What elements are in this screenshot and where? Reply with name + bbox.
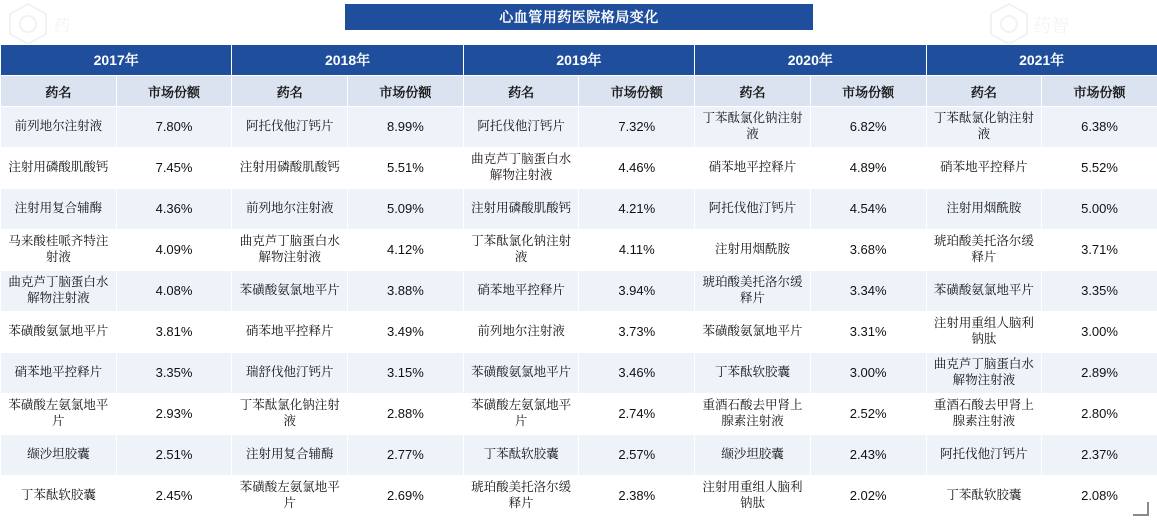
cell-name: 苯磺酸左氨氯地平片 xyxy=(463,394,579,435)
cell-name: 注射用复合辅酶 xyxy=(232,435,348,476)
year-header-2018: 2018年 xyxy=(232,45,463,76)
cell-name: 注射用重组人脑利钠肽 xyxy=(695,476,811,517)
col-header-name-2017: 药名 xyxy=(1,76,117,107)
cell-share: 2.51% xyxy=(116,435,232,476)
table-row xyxy=(1,189,1157,230)
cell-share: 3.73% xyxy=(579,312,695,353)
cell-name: 注射用重组人脑利钠肽 xyxy=(926,312,1042,353)
cell-share: 2.38% xyxy=(579,476,695,517)
cell-share: 3.15% xyxy=(348,353,464,394)
cell-share: 3.00% xyxy=(1042,312,1157,353)
col-header-share-2020: 市场份额 xyxy=(810,76,926,107)
cell-share: 4.11% xyxy=(579,230,695,271)
cell-share: 3.34% xyxy=(810,271,926,312)
cell-share: 4.12% xyxy=(348,230,464,271)
cell-name: 注射用磷酸肌酸钙 xyxy=(463,189,579,230)
cell-share: 2.69% xyxy=(348,476,464,517)
cell-name: 硝苯地平控释片 xyxy=(463,271,579,312)
cell-share: 5.09% xyxy=(348,189,464,230)
cell-share: 7.80% xyxy=(116,107,232,148)
cell-name: 缬沙坦胶囊 xyxy=(1,435,117,476)
cell-name: 阿托伐他汀钙片 xyxy=(232,107,348,148)
cell-share: 4.09% xyxy=(116,230,232,271)
cell-share: 2.93% xyxy=(116,394,232,435)
cell-name: 苯磺酸氨氯地平片 xyxy=(463,353,579,394)
cell-name: 瑞舒伐他汀钙片 xyxy=(232,353,348,394)
col-header-share-2017: 市场份额 xyxy=(116,76,232,107)
cell-share: 2.77% xyxy=(348,435,464,476)
cell-name: 琥珀酸美托洛尔缓释片 xyxy=(926,230,1042,271)
cell-share: 3.35% xyxy=(116,353,232,394)
cell-name: 丁苯酞软胶囊 xyxy=(463,435,579,476)
cell-share: 2.88% xyxy=(348,394,464,435)
cell-name: 缬沙坦胶囊 xyxy=(695,435,811,476)
cell-share: 2.43% xyxy=(810,435,926,476)
cell-name: 苯磺酸氨氯地平片 xyxy=(1,312,117,353)
year-header-2019: 2019年 xyxy=(463,45,694,76)
col-header-share-2021: 市场份额 xyxy=(1042,76,1157,107)
cell-name: 丁苯酞软胶囊 xyxy=(926,476,1042,517)
cell-name: 丁苯酞氯化钠注射液 xyxy=(926,107,1042,148)
cell-share: 2.08% xyxy=(1042,476,1157,517)
cell-name: 苯磺酸左氨氯地平片 xyxy=(1,394,117,435)
cell-name: 注射用烟酰胺 xyxy=(695,230,811,271)
cell-share: 2.57% xyxy=(579,435,695,476)
col-header-name-2020: 药名 xyxy=(695,76,811,107)
cell-share: 4.89% xyxy=(810,148,926,189)
cell-name: 曲克芦丁脑蛋白水解物注射液 xyxy=(926,353,1042,394)
cell-name: 阿托伐他汀钙片 xyxy=(463,107,579,148)
table-row xyxy=(1,312,1157,353)
cell-name: 阿托伐他汀钙片 xyxy=(926,435,1042,476)
medicine-watermark-icon xyxy=(6,2,86,48)
cell-name: 苯磺酸左氨氯地平片 xyxy=(232,476,348,517)
cell-share: 4.36% xyxy=(116,189,232,230)
cell-share: 3.49% xyxy=(348,312,464,353)
year-header-2021: 2021年 xyxy=(926,45,1157,76)
cell-name: 硝苯地平控释片 xyxy=(926,148,1042,189)
table-row xyxy=(1,230,1157,271)
cell-share: 3.71% xyxy=(1042,230,1157,271)
table-row xyxy=(1,107,1157,148)
cell-name: 丁苯酞氯化钠注射液 xyxy=(695,107,811,148)
cell-share: 8.99% xyxy=(348,107,464,148)
cell-name: 曲克芦丁脑蛋白水解物注射液 xyxy=(463,148,579,189)
svg-text:药: 药 xyxy=(54,18,71,35)
cell-share: 5.00% xyxy=(1042,189,1157,230)
cell-name: 丁苯酞氯化钠注射液 xyxy=(463,230,579,271)
cell-share: 3.35% xyxy=(1042,271,1157,312)
cell-share: 7.32% xyxy=(579,107,695,148)
cell-share: 4.54% xyxy=(810,189,926,230)
year-header-2017: 2017年 xyxy=(1,45,232,76)
cell-name: 丁苯酞软胶囊 xyxy=(1,476,117,517)
cell-name: 重酒石酸去甲肾上腺素注射液 xyxy=(695,394,811,435)
corner-mark xyxy=(1133,502,1149,516)
col-header-share-2019: 市场份额 xyxy=(579,76,695,107)
cell-share: 3.31% xyxy=(810,312,926,353)
cell-share: 6.38% xyxy=(1042,107,1157,148)
cell-share: 2.80% xyxy=(1042,394,1157,435)
cell-name: 阿托伐他汀钙片 xyxy=(695,189,811,230)
cell-share: 3.94% xyxy=(579,271,695,312)
cell-name: 苯磺酸氨氯地平片 xyxy=(232,271,348,312)
table-column-header-row xyxy=(1,76,1157,107)
cell-name: 硝苯地平控释片 xyxy=(1,353,117,394)
cell-share: 3.81% xyxy=(116,312,232,353)
cell-name: 前列地尔注射液 xyxy=(463,312,579,353)
table-row xyxy=(1,476,1157,517)
cell-name: 苯磺酸氨氯地平片 xyxy=(926,271,1042,312)
cell-share: 2.89% xyxy=(1042,353,1157,394)
cell-name: 曲克芦丁脑蛋白水解物注射液 xyxy=(232,230,348,271)
year-header-2020: 2020年 xyxy=(695,45,926,76)
cell-name: 注射用烟酰胺 xyxy=(926,189,1042,230)
cell-name: 曲克芦丁脑蛋白水解物注射液 xyxy=(1,271,117,312)
cell-name: 丁苯酞软胶囊 xyxy=(695,353,811,394)
cell-share: 2.52% xyxy=(810,394,926,435)
cell-share: 5.51% xyxy=(348,148,464,189)
cell-name: 琥珀酸美托洛尔缓释片 xyxy=(463,476,579,517)
cell-name: 注射用复合辅酶 xyxy=(1,189,117,230)
cell-share: 2.37% xyxy=(1042,435,1157,476)
cell-share: 4.08% xyxy=(116,271,232,312)
cell-name: 前列地尔注射液 xyxy=(232,189,348,230)
cell-share: 5.52% xyxy=(1042,148,1157,189)
cell-name: 前列地尔注射液 xyxy=(1,107,117,148)
cell-share: 4.46% xyxy=(579,148,695,189)
col-header-name-2021: 药名 xyxy=(926,76,1042,107)
cell-name: 注射用磷酸肌酸钙 xyxy=(232,148,348,189)
cell-name: 马来酸桂哌齐特注射液 xyxy=(1,230,117,271)
cell-share: 4.21% xyxy=(579,189,695,230)
page-title: 心血管用药医院格局变化 xyxy=(345,4,813,30)
table-row xyxy=(1,353,1157,394)
cell-share: 3.88% xyxy=(348,271,464,312)
table-row xyxy=(1,271,1157,312)
cell-share: 3.68% xyxy=(810,230,926,271)
cell-name: 苯磺酸氨氯地平片 xyxy=(695,312,811,353)
cell-name: 琥珀酸美托洛尔缓释片 xyxy=(695,271,811,312)
medicine-watermark-right-icon xyxy=(987,2,1097,48)
market-share-table xyxy=(0,44,1157,517)
col-header-name-2019: 药名 xyxy=(463,76,579,107)
cell-share: 2.74% xyxy=(579,394,695,435)
cell-share: 2.45% xyxy=(116,476,232,517)
cell-share: 2.02% xyxy=(810,476,926,517)
svg-text:药智: 药智 xyxy=(1033,16,1069,36)
cell-name: 硝苯地平控释片 xyxy=(232,312,348,353)
col-header-name-2018: 药名 xyxy=(232,76,348,107)
col-header-share-2018: 市场份额 xyxy=(348,76,464,107)
cell-share: 3.46% xyxy=(579,353,695,394)
cell-name: 重酒石酸去甲肾上腺素注射液 xyxy=(926,394,1042,435)
cell-name: 硝苯地平控释片 xyxy=(695,148,811,189)
cell-name: 注射用磷酸肌酸钙 xyxy=(1,148,117,189)
table-row xyxy=(1,148,1157,189)
cell-share: 3.00% xyxy=(810,353,926,394)
table-row xyxy=(1,435,1157,476)
table-year-header-row xyxy=(1,45,1157,76)
cell-name: 丁苯酞氯化钠注射液 xyxy=(232,394,348,435)
cell-share: 6.82% xyxy=(810,107,926,148)
cell-share: 7.45% xyxy=(116,148,232,189)
table-row xyxy=(1,394,1157,435)
